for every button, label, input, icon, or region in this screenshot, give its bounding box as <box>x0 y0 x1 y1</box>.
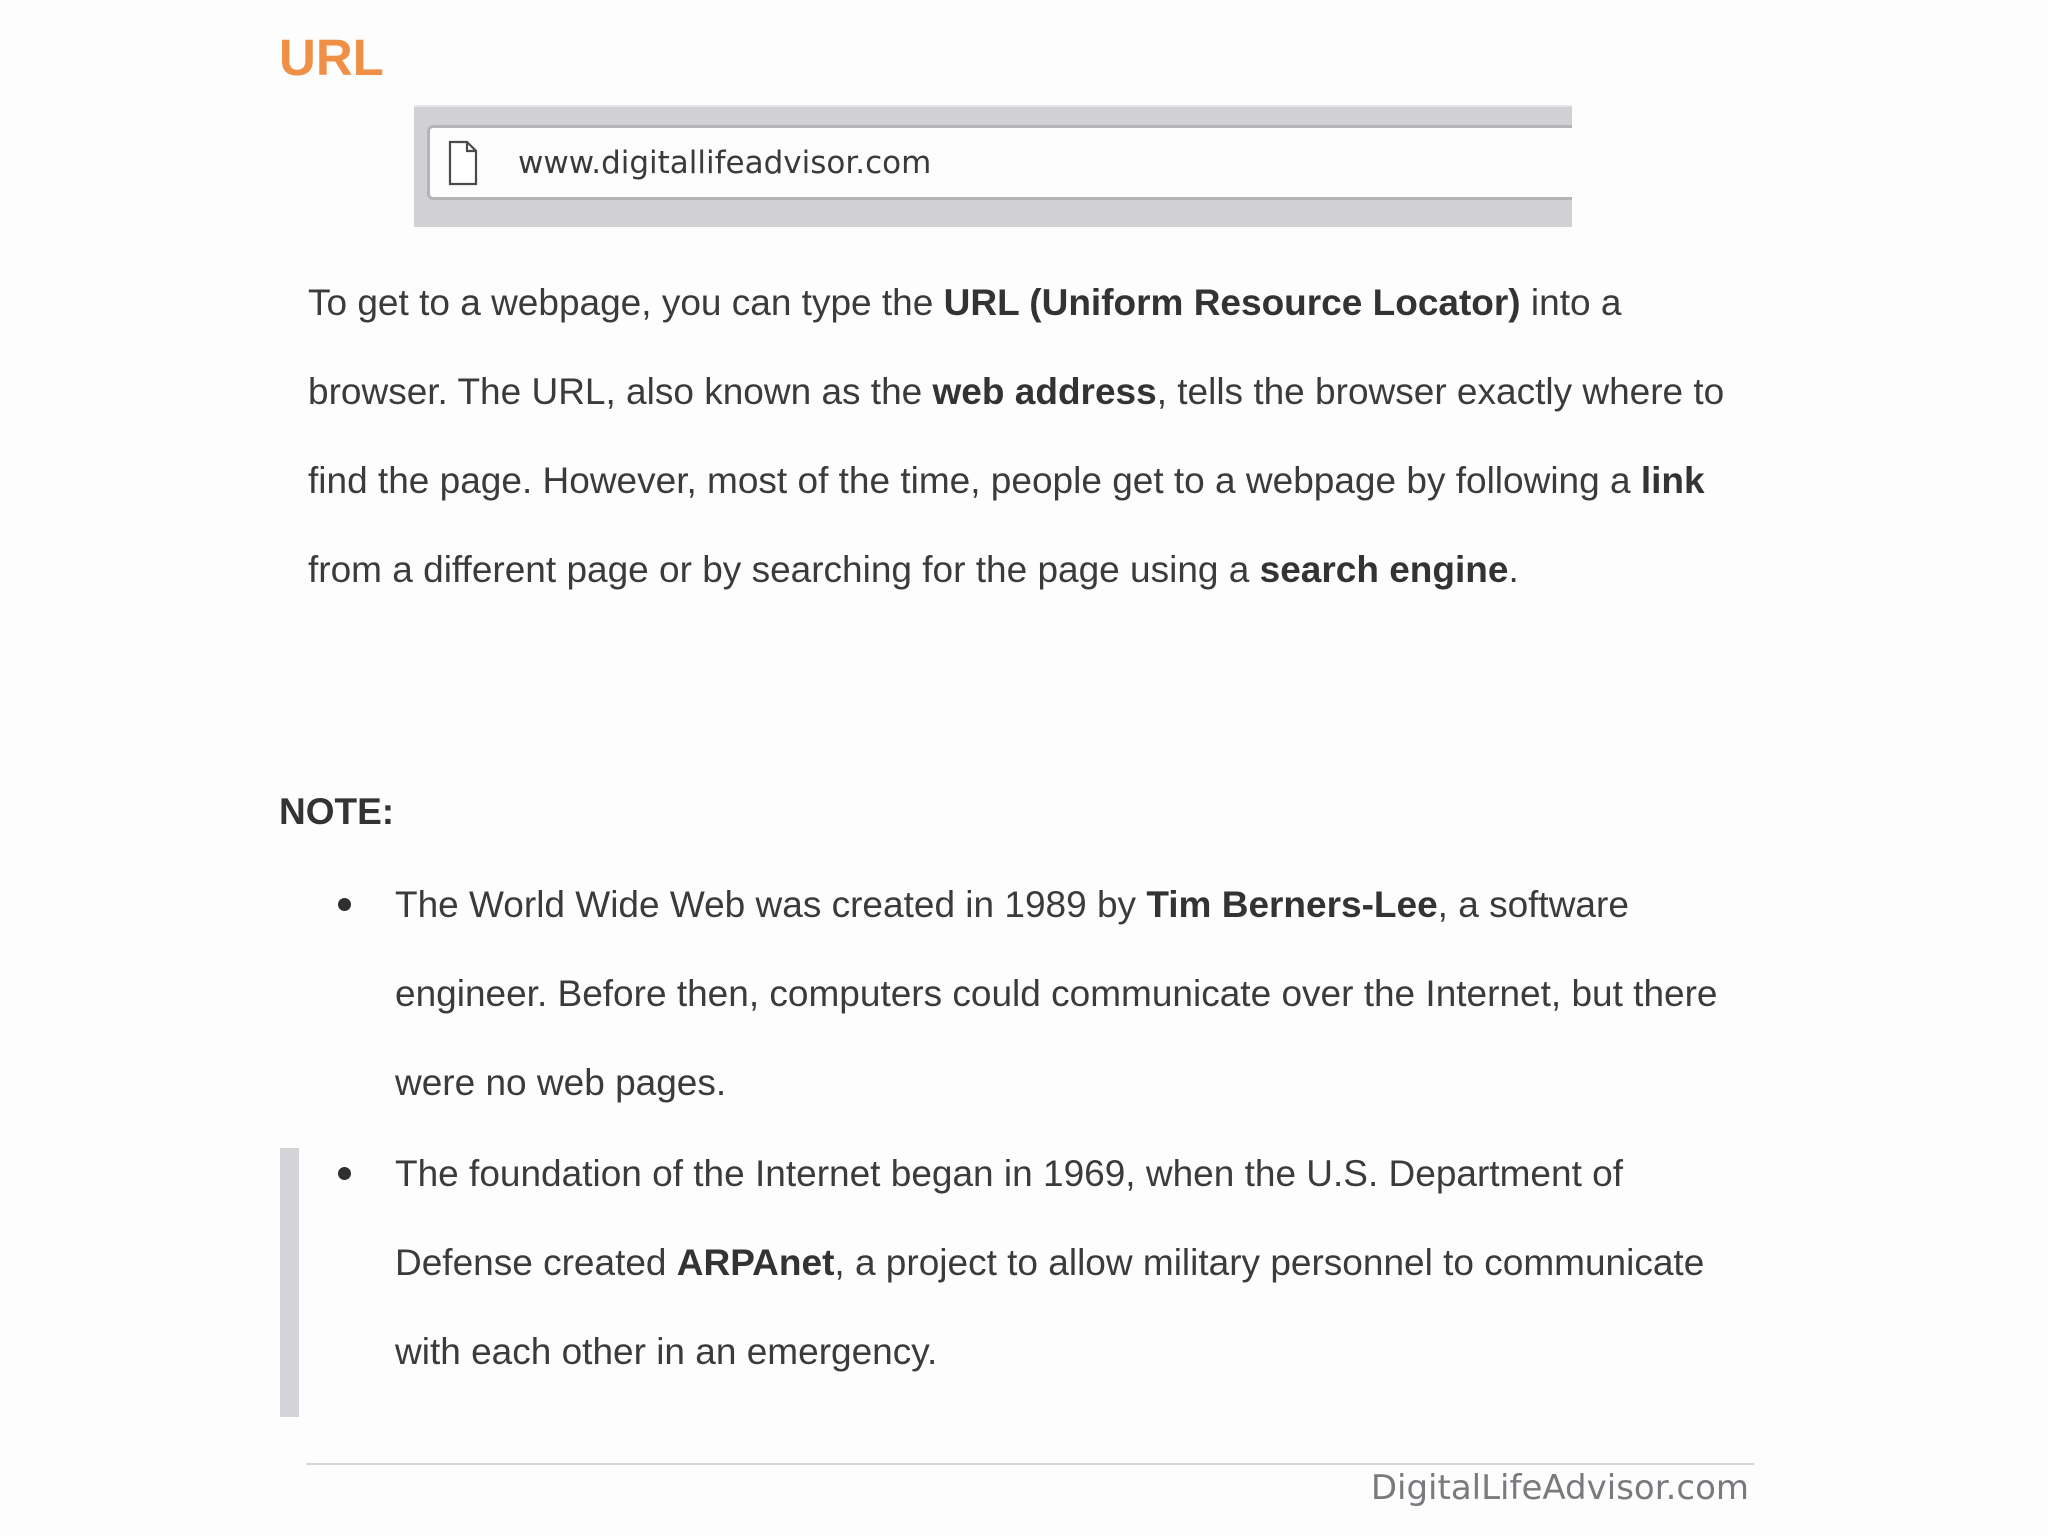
section-title: URL <box>279 29 384 86</box>
note-item-arpanet: The foundation of the Internet began in 1969, when the U.S. Department of Defense created ARPAnet, a project to allow military personnel to communicate with each other in an emergency. <box>338 1129 1718 1396</box>
address-bar-field <box>427 125 1572 200</box>
address-bar-url: www.digitallifeadvisor.com <box>518 145 932 181</box>
term-url: URL (Uniform Resource Locator) <box>943 282 1521 323</box>
term-arpanet: ARPAnet <box>676 1242 835 1283</box>
bullet-icon <box>338 1167 351 1180</box>
note-highlight-bar <box>280 1148 299 1417</box>
document-icon <box>448 140 478 186</box>
term-link: link <box>1640 460 1705 501</box>
bullet-icon <box>338 898 351 911</box>
footer-brand: DigitalLifeAdvisor.com <box>1370 1468 1749 1508</box>
note-list <box>338 860 1718 1396</box>
term-search-engine: search engine <box>1259 549 1509 590</box>
term-web-address: web address <box>932 371 1157 412</box>
term-tim-berners-lee: Tim Berners-Lee <box>1146 884 1438 925</box>
note-label: NOTE: <box>279 791 395 832</box>
address-bar-screenshot <box>414 105 1572 227</box>
footer-divider <box>306 1463 1754 1465</box>
intro-paragraph: To get to a webpage, you can type the URL (Uniform Resource Locator) into a browser. The URL, also known as the web address, tells the browser exactly where to find the page. However, most of the time, people get to a webpage by following a link from a different page or by searching for the page using a search engine. <box>308 282 1725 590</box>
note-item-www: The World Wide Web was created in 1989 by Tim Berners-Lee, a software engineer. Before then, computers could communicate over the Internet, but there were no web pages. <box>338 860 1718 1127</box>
